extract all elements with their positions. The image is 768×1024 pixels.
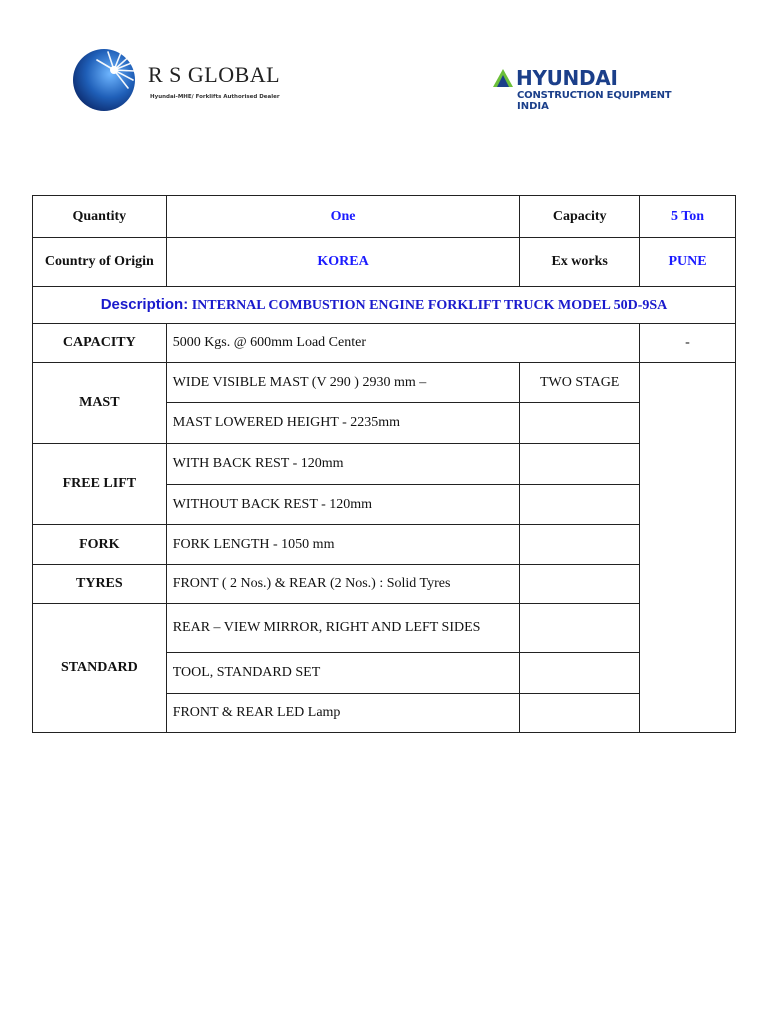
spec-mast-row2: MAST LOWERED HEIGHT - 2235mm — [166, 403, 520, 444]
brand-region: INDIA — [517, 101, 549, 112]
company-tagline: Hyundai-MHE/ Forklifts Authorised Dealer — [150, 94, 280, 100]
table-row-fork — [33, 525, 736, 565]
spec-freelift-row1: WITH BACK REST - 120mm — [166, 444, 520, 485]
table-row-origin — [33, 238, 736, 287]
hyundai-logo — [492, 66, 672, 116]
table-row-description — [33, 287, 736, 324]
origin-value: KOREA — [166, 238, 520, 287]
origin-label: Country of Origin — [33, 238, 167, 287]
spec-tyres-note — [520, 565, 640, 604]
spec-capacity-label: CAPACITY — [33, 324, 167, 363]
table-row-mast-1 — [33, 363, 736, 403]
spec-notes-column — [640, 363, 736, 733]
exworks-label: Ex works — [520, 238, 640, 287]
spec-table — [32, 195, 736, 733]
capacity-value: 5 Ton — [640, 196, 736, 238]
spec-standard-row1: REAR – VIEW MIRROR, RIGHT AND LEFT SIDES — [166, 604, 520, 653]
spec-fork-detail: FORK LENGTH - 1050 mm — [166, 525, 520, 565]
spec-fork-label: FORK — [33, 525, 167, 565]
spec-capacity-detail: 5000 Kgs. @ 600mm Load Center — [166, 324, 639, 363]
spec-tyres-detail: FRONT ( 2 Nos.) & REAR (2 Nos.) : Solid Tyres — [166, 565, 520, 604]
spec-fork-note — [520, 525, 640, 565]
table-row-quantity — [33, 196, 736, 238]
spec-standard-row1-note — [520, 604, 640, 653]
capacity-label: Capacity — [520, 196, 640, 238]
description-prefix: Description: — [100, 296, 189, 313]
table-row-freelift-1 — [33, 444, 736, 485]
spec-capacity-note: - — [640, 324, 736, 363]
globe-logo-icon — [70, 44, 136, 114]
brand-subtitle: CONSTRUCTION EQUIPMENT — [517, 90, 672, 101]
spec-freelift-row2-note — [520, 485, 640, 525]
spec-standard-row2: TOOL, STANDARD SET — [166, 653, 520, 694]
spec-standard-row2-note — [520, 653, 640, 694]
spec-freelift-row1-note — [520, 444, 640, 485]
hyundai-triangle-icon — [492, 68, 514, 88]
spec-tyres-label: TYRES — [33, 565, 167, 604]
description-cell — [33, 287, 736, 324]
spec-mast-label: MAST — [33, 363, 167, 444]
spec-freelift-row2: WITHOUT BACK REST - 120mm — [166, 485, 520, 525]
description-text: INTERNAL COMBUSTION ENGINE FORKLIFT TRUCK MODEL 50D-9SA — [191, 298, 668, 313]
spec-freelift-label: FREE LIFT — [33, 444, 167, 525]
quantity-label: Quantity — [33, 196, 167, 238]
rs-global-logo — [70, 44, 310, 114]
spec-mast-row1: WIDE VISIBLE MAST (V 290 ) 2930 mm – — [166, 363, 520, 403]
table-row-capacity — [33, 324, 736, 363]
brand-name: HYUNDAI — [516, 66, 618, 90]
company-name: R S GLOBAL — [148, 62, 281, 87]
quantity-value: One — [166, 196, 520, 238]
spec-standard-row3: FRONT & REAR LED Lamp — [166, 694, 520, 733]
table-row-tyres — [33, 565, 736, 604]
spec-mast-row2-note — [520, 403, 640, 444]
exworks-value: PUNE — [640, 238, 736, 287]
spec-standard-row3-note — [520, 694, 640, 733]
spec-standard-label: STANDARD — [33, 604, 167, 733]
spec-mast-note: TWO STAGE — [520, 363, 640, 403]
table-row-standard-1 — [33, 604, 736, 653]
